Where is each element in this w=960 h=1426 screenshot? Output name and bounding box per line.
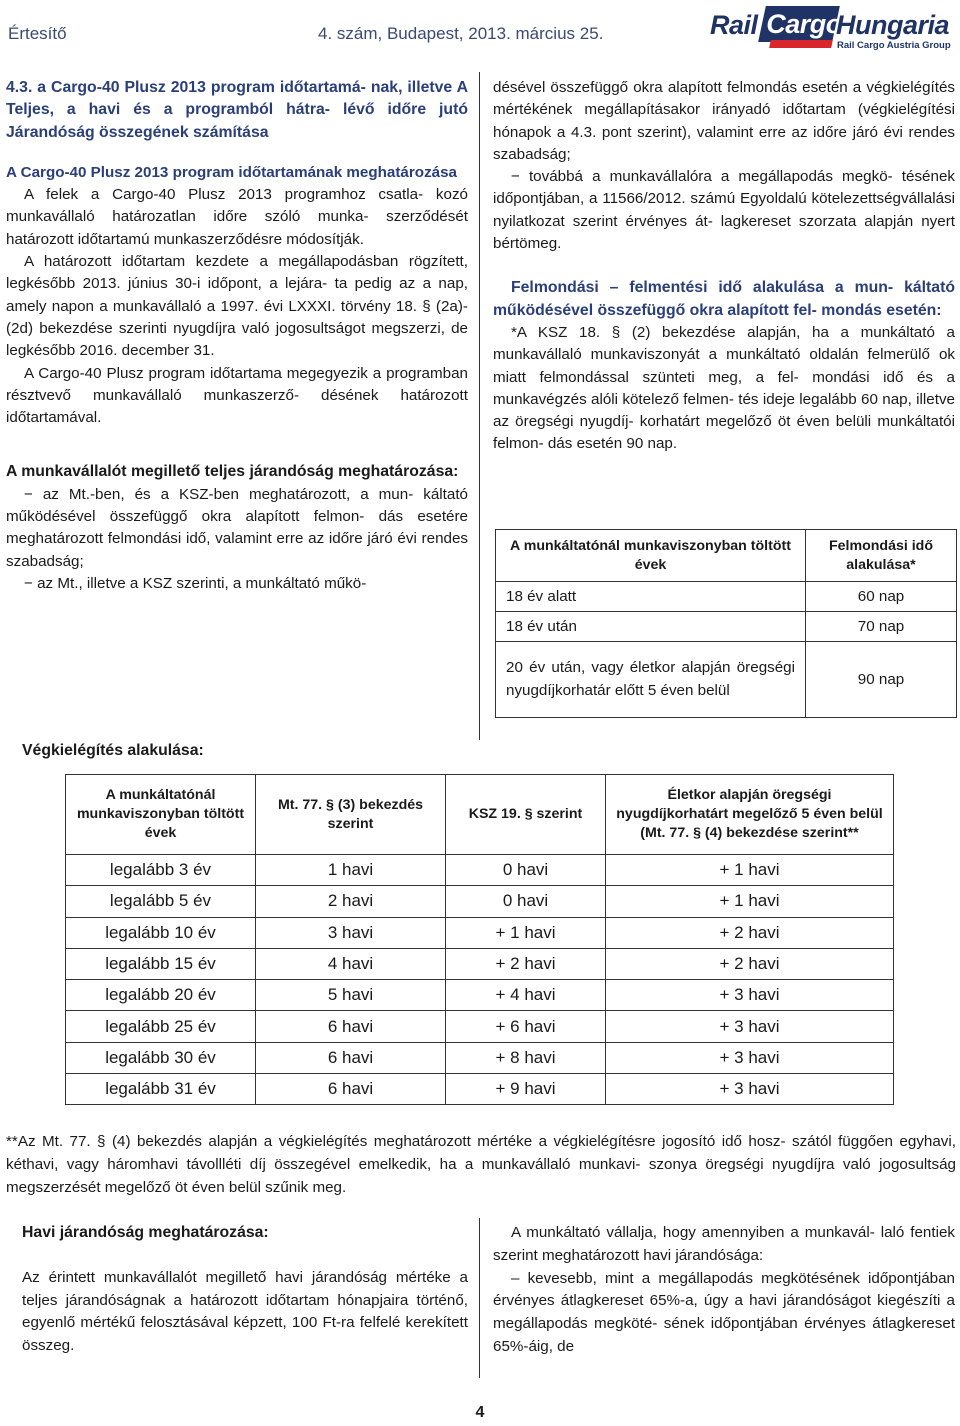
table-cell: + 6 havi (446, 1011, 606, 1042)
dash-item: − az Mt., illetve a KSZ szerinti, a munkáltató műkö- (24, 574, 367, 592)
table-cell: + 3 havi (606, 1042, 894, 1073)
table-cell: legalább 5 év (66, 886, 256, 917)
bottom-right-column (493, 1222, 955, 1359)
table-header: A munkáltatónál munkaviszonyban töltött évek (66, 775, 256, 855)
column-divider (479, 72, 480, 740)
table-row (496, 642, 957, 718)
table-cell: 70 nap (806, 612, 957, 642)
table-row (66, 1074, 894, 1105)
publication-name: Értesítő (8, 24, 67, 43)
logo-hungaria-text: Hungaria (836, 10, 950, 40)
table-row (66, 1011, 894, 1042)
table-row (496, 582, 957, 612)
table-cell: legalább 3 év (66, 855, 256, 886)
table-cell: + 2 havi (606, 948, 894, 979)
table-cell: + 8 havi (446, 1042, 606, 1073)
table-header: KSZ 19. § szerint (446, 775, 606, 855)
page-number: 4 (475, 1404, 485, 1421)
table-cell: + 4 havi (446, 980, 606, 1011)
table-cell: 0 havi (446, 855, 606, 886)
table-row (66, 917, 894, 948)
table-cell: 60 nap (806, 582, 957, 612)
section-title: 4.3. a Cargo-40 Plusz 2013 program időtartamá- nak, illetve A Teljes, a havi és a programból hátra- lévő időre jutó Járandóság összegének számítása (6, 79, 468, 141)
table-cell: + 2 havi (446, 948, 606, 979)
subsection-title: Felmondási – felmentési idő alakulása a mun- káltató működésével összefüggő okra alapított fel- mondás esetén: (493, 279, 955, 319)
dash-item: − továbbá a munkavállalóra a megállapodás megkö- tésének időpontjában, a 11566/2012. számú Egyoldalú kötelezettségvállalási nyilatkozat szerint érvényes át- lagkereset szorzata alapján nyert bértömeg. (493, 168, 955, 253)
bottom-left-column (22, 1222, 468, 1358)
logo-cargo-box (758, 6, 840, 42)
table-cell: + 3 havi (606, 1011, 894, 1042)
table-cell: legalább 31 év (66, 1074, 256, 1105)
severance-title: Végkielégítés alakulása: (22, 742, 204, 759)
table-cell: + 3 havi (606, 1074, 894, 1105)
paragraph: A határozott időtartam kezdete a megállapodásban rögzített, legkésőbb 2013. június 30-i időpont, a lejára- ta pedig az a nap, amely napon a munkavállaló a 1997. évi LXXXI. törvény 18. § (2a)-(2d) bekezdése szerinti nyugdíjra való jogosultságot megszerzi, de legkésőbb 2016. december 31. (6, 253, 468, 360)
table-header: Életkor alapján öregségi nyugdíjkorhatárt megelőző 5 éven belül (Mt. 77. § (4) bekezdése szerint** (606, 775, 894, 855)
logo-cargo-text: Cargo (766, 9, 842, 39)
logo-rail-text: Rail (710, 10, 758, 40)
table-header: Felmondási idő alakulása* (806, 530, 957, 582)
table-row (66, 1042, 894, 1073)
table-cell: legalább 30 év (66, 1042, 256, 1073)
paragraph: désével összefüggő okra alapított felmondás esetén a végkielégítés mértékének megállapításakor irányadó időtartam (végkielégítési hónapok a 4.3. pont szerint), valamint erre az időre járó évi rendes szabadság; (493, 79, 955, 163)
table-cell: 3 havi (256, 917, 446, 948)
table-cell: legalább 10 év (66, 917, 256, 948)
paragraph: Az érintett munkavállalót megillető havi járandóság mértéke a teljes járandóságnak a határozott időtartam hónapjaira történő, egyenlő mértékű felosztásával képzett, 100 Ft-ra felfelé kerekített összeg. (22, 1268, 468, 1355)
subsection-title: A Cargo-40 Plusz 2013 program időtartamának meghatározása (6, 163, 457, 181)
table-row (66, 948, 894, 979)
notice-period-table (495, 529, 957, 718)
left-column (6, 77, 468, 595)
table-cell: + 1 havi (606, 886, 894, 917)
table-cell: 6 havi (256, 1074, 446, 1105)
table-cell: 0 havi (446, 886, 606, 917)
subsection-title: Havi járandóság meghatározása: (22, 1224, 269, 1241)
paragraph: A Cargo-40 Plusz program időtartama megegyezik a programban résztvevő munkavállaló munkaszerző- désének határozott időtartamával. (6, 364, 468, 427)
table-row (66, 886, 894, 917)
table-cell: + 2 havi (606, 917, 894, 948)
table-cell: 6 havi (256, 1011, 446, 1042)
paragraph: A felek a Cargo-40 Plusz 2013 programhoz csatla- kozó munkavállaló határozatlan időre szóló munka- szerződését határozott időtartamú munkaszerződésre módosítják. (6, 186, 468, 248)
table-row (66, 980, 894, 1011)
dash-item: – kevesebb, mint a megállapodás megkötésének időpontjában érvényes átlagkereset 65%-a, úgy a havi járandóságot kiegészíti a megállapodás megköté- sének időpontjában érvényes átlagkereset 65%-áig, de (493, 1269, 955, 1355)
table-row (496, 612, 957, 642)
table-header: Mt. 77. § (3) bekezdés szerint (256, 775, 446, 855)
paragraph: A munkáltató vállalja, hogy amennyiben a munkavál- laló fentiek szerint meghatározott havi járandósága: (493, 1224, 955, 1264)
table-cell: 20 év után, vagy életkor alapján öregségi nyugdíjkorhatár előtt 5 éven belül (496, 642, 806, 718)
subsection-title: A munkavállalót megillető teljes járandóság meghatározása: (6, 463, 459, 481)
severance-table (65, 774, 894, 1105)
table-cell: + 1 havi (606, 855, 894, 886)
table-cell: legalább 15 év (66, 948, 256, 979)
logo-red-stripe (769, 40, 833, 48)
page-header (0, 0, 960, 60)
table-cell: 18 év után (496, 612, 806, 642)
table-cell: + 3 havi (606, 980, 894, 1011)
table-header: A munkáltatónál munkaviszonyban töltött évek (496, 530, 806, 582)
table-cell: legalább 25 év (66, 1011, 256, 1042)
table-cell: 5 havi (256, 980, 446, 1011)
table-cell: + 1 havi (446, 917, 606, 948)
table-cell: 1 havi (256, 855, 446, 886)
issue-info: 4. szám, Budapest, 2013. március 25. (318, 24, 604, 43)
dash-item: − az Mt.-ben, és a KSZ-ben meghatározott, a mun- káltató működésével összefüggő okra alapított felmon- dás esetére meghatározott felmondási idő, valamint erre az időre járó évi rendes szabadság; (6, 485, 468, 570)
right-column (493, 77, 955, 456)
table-cell: + 9 havi (446, 1074, 606, 1105)
table-cell: 4 havi (256, 948, 446, 979)
table-cell: legalább 20 év (66, 980, 256, 1011)
table-cell: 6 havi (256, 1042, 446, 1073)
logo-subtitle: Rail Cargo Austria Group (837, 40, 951, 51)
footnote: **Az Mt. 77. § (4) bekezdés alapján a végkielégítés meghatározott mértéke a végkielégítésre jogosító idő hosz- szától függően egyhavi, kéthavi, vagy háromhavi távollléti díj összegével emelkedik, ha a munkavállaló munkavi- szonya öregségi nyugdíjra való jogosultság megszerzését megelőző öt éven belül szűnik meg. (6, 1133, 956, 1196)
table-row (66, 855, 894, 886)
paragraph: *A KSZ 18. § (2) bekezdése alapján, ha a munkáltató a munkavállaló munkaviszonyát a munkáltató oldalán felmerülő ok miatt felmondással szünteti meg, a fel- mondási idő és a munkavégzés alóli kötelező felmen- tés ideje legalább 60 nap, illetve az öregségi nyugdíj- korhatárt megelőző öt éven belüli munkáltatói felmon- dás esetén 90 nap. (493, 323, 955, 453)
company-logo (710, 4, 958, 50)
table-cell: 2 havi (256, 886, 446, 917)
column-divider (479, 1218, 480, 1378)
table-cell: 18 év alatt (496, 582, 806, 612)
table-cell: 90 nap (806, 642, 957, 718)
